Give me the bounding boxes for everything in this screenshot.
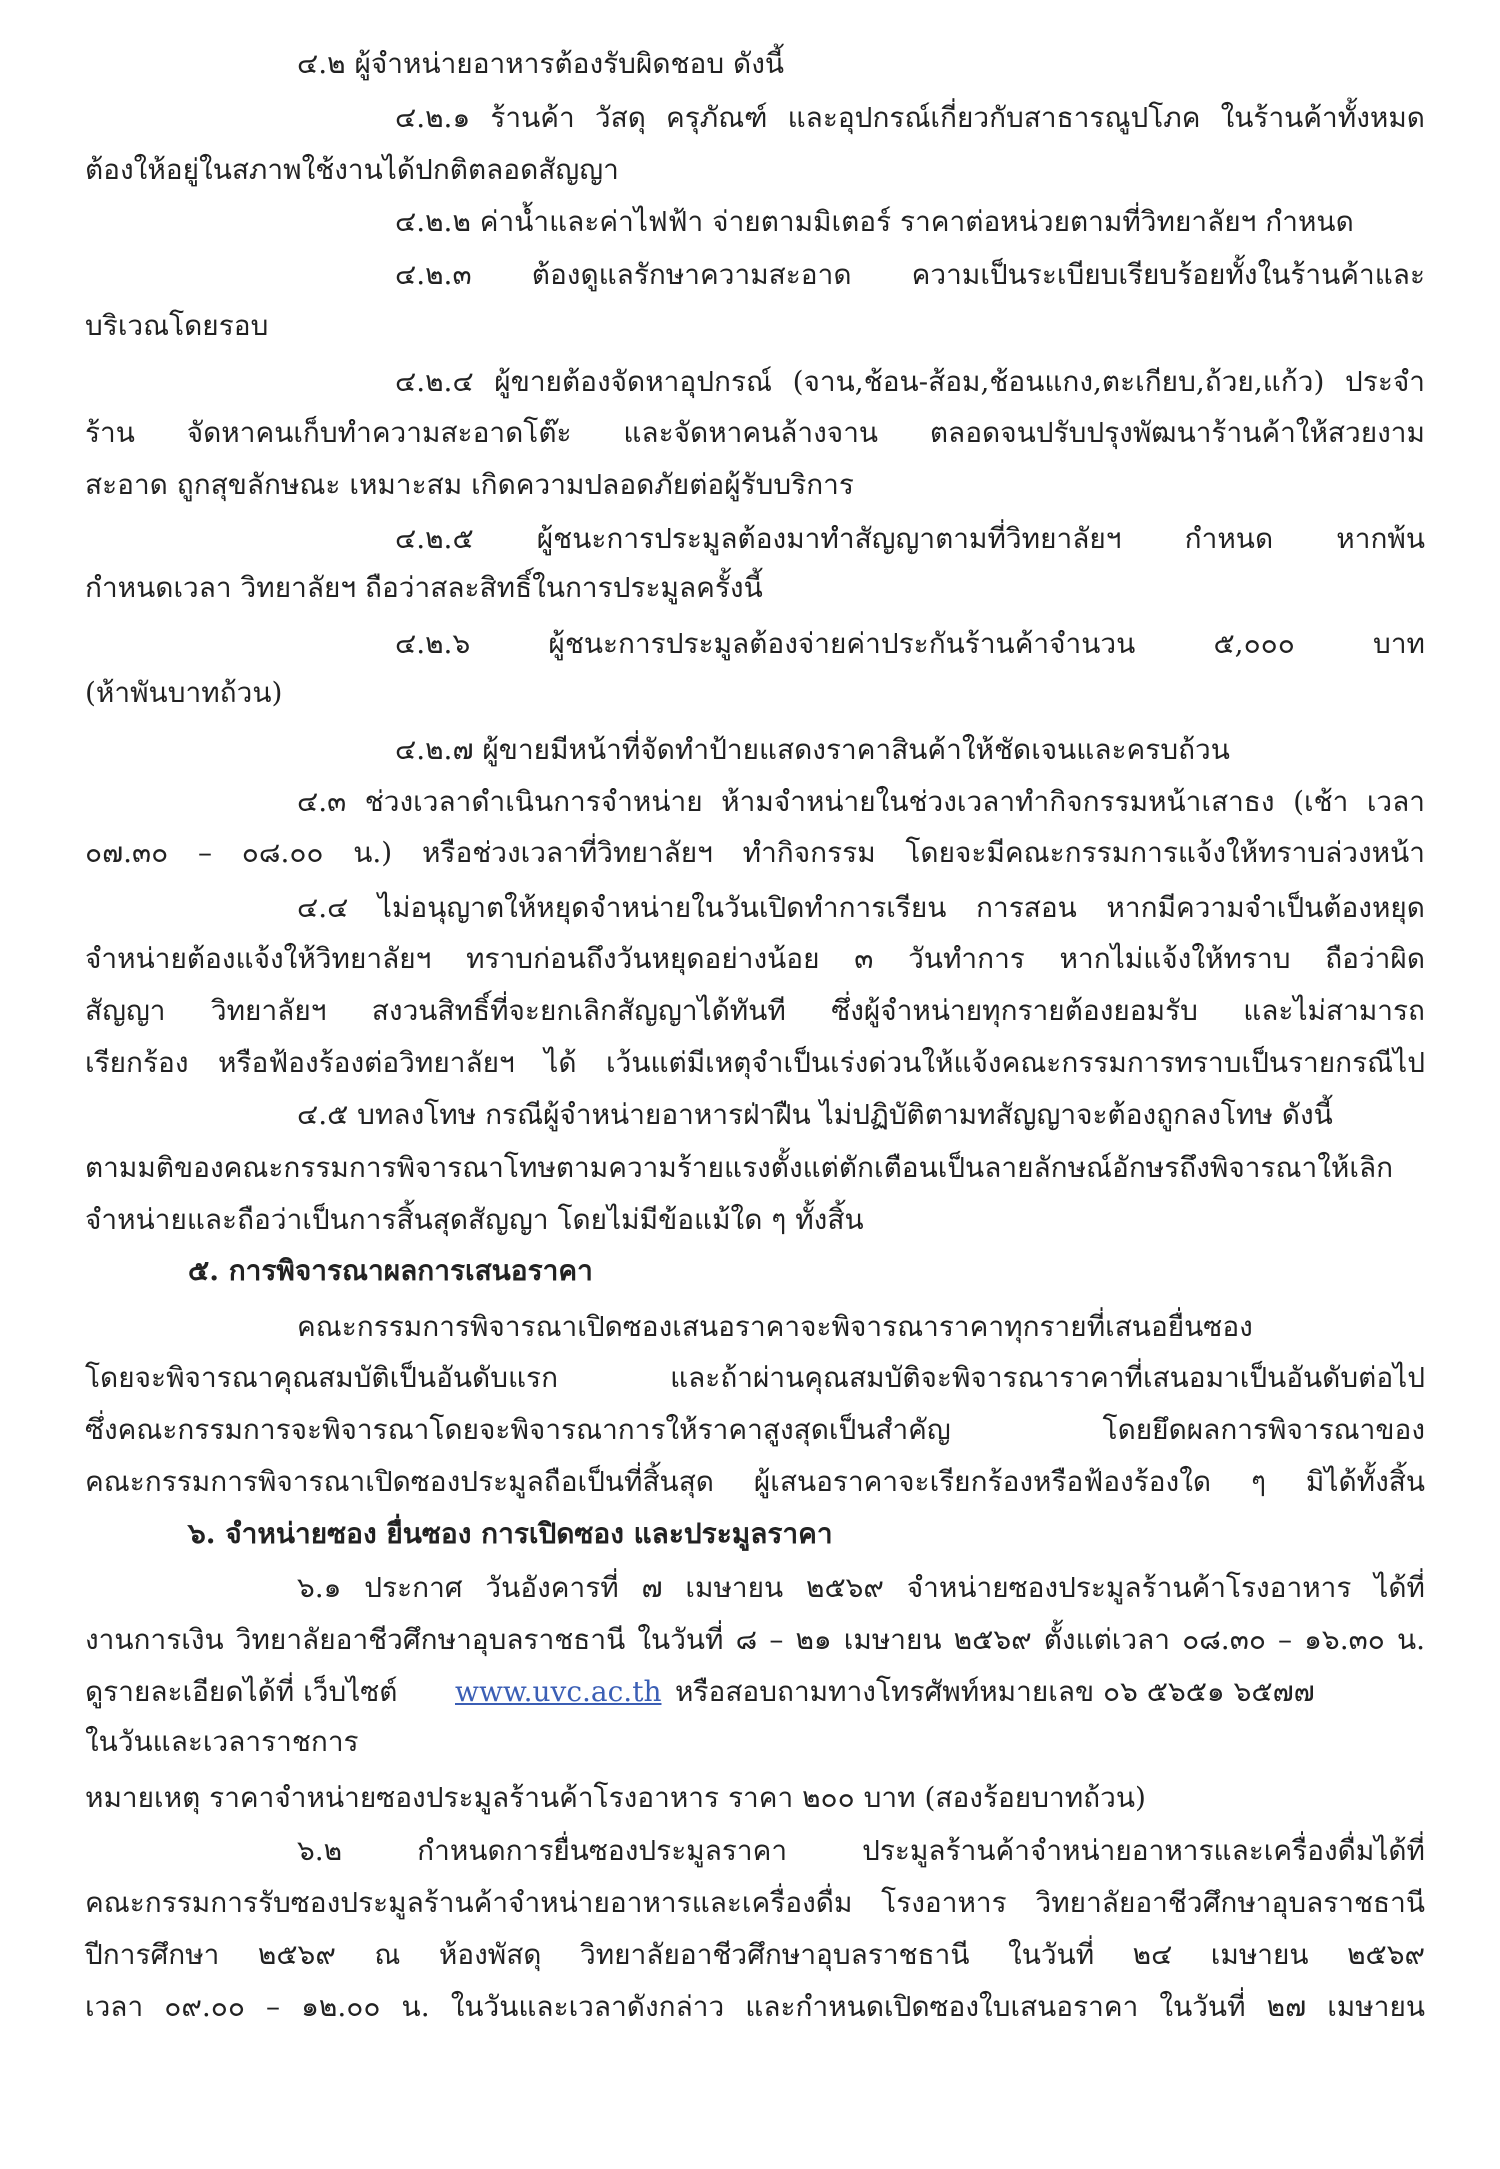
clause-4-2-5-cont: กำหนดเวลา วิทยาลัยฯ ถือว่าสละสิทธิ์ในการประมูลครั้งนี้ xyxy=(85,571,763,604)
clause-4-2-4: ๔.๒.๔ ผู้ขายต้องจัดหาอุปกรณ์ (จาน,ช้อน-ส้อม,ช้อนแกง,ตะเกียบ,ถ้วย,แก้ว) ประจำ xyxy=(395,365,1425,398)
clause-4-4-cont-3: เรียกร้อง หรือฟ้องร้องต่อวิทยาลัยฯ ได้ เว้นแต่มีเหตุจำเป็นเร่งด่วนให้แจ้งคณะกรรมการทราบเป็นรายกรณีไป xyxy=(85,1046,1425,1079)
section-5-para-4: คณะกรรมการพิจารณาเปิดซองประมูลถือเป็นที่สิ้นสุด ผู้เสนอราคาจะเรียกร้องหรือฟ้องร้องใด ๆ มิได้ทั้งสิ้น xyxy=(85,1465,1425,1498)
section-5-heading: ๕. การพิจารณาผลการเสนอราคา xyxy=(188,1254,593,1287)
clause-4-3: ๔.๓ ช่วงเวลาดำเนินการจำหน่าย ห้ามจำหน่ายในช่วงเวลาทำกิจกรรมหน้าเสาธง (เช้า เวลา xyxy=(297,785,1425,818)
clause-4-2-4-cont-2: สะอาด ถูกสุขลักษณะ เหมาะสม เกิดความปลอดภัยต่อผู้รับบริการ xyxy=(85,468,854,501)
clause-4-2-6-cont: (ห้าพันบาทถ้วน) xyxy=(85,676,283,709)
clause-4-2-4-cont-1: ร้าน จัดหาคนเก็บทำความสะอาดโต๊ะ และจัดหาคนล้างจาน ตลอดจนปรับปรุงพัฒนาร้านค้าให้สวยงาม xyxy=(85,416,1425,449)
clause-4-2: ๔.๒ ผู้จำหน่ายอาหารต้องรับผิดชอบ ดังนี้ xyxy=(297,47,785,80)
clause-4-2-2: ๔.๒.๒ ค่าน้ำและค่าไฟฟ้า จ่ายตามมิเตอร์ ราคาต่อหน่วยตามที่วิทยาลัยฯ กำหนด xyxy=(395,205,1354,238)
website-link[interactable]: www.uvc.ac.th xyxy=(455,1675,662,1708)
section-6-heading: ๖. จำหน่ายซอง ยื่นซอง การเปิดซอง และประมูลราคา xyxy=(188,1517,833,1550)
note-envelope-price: หมายเหตุ ราคาจำหน่ายซองประมูลร้านค้าโรงอาหาร ราคา ๒๐๐ บาท (สองร้อยบาทถ้วน) xyxy=(85,1781,1146,1814)
clause-4-2-6: ๔.๒.๖ ผู้ชนะการประมูลต้องจ่ายค่าประกันร้านค้าจำนวน ๕,๐๐๐ บาท xyxy=(395,627,1425,660)
clause-4-3-cont: ๐๗.๓๐ – ๐๘.๐๐ น.) หรือช่วงเวลาที่วิทยาลัยฯ ทำกิจกรรม โดยจะมีคณะกรรมการแจ้งให้ทราบล่วงหน้า xyxy=(85,836,1425,869)
clause-4-2-7: ๔.๒.๗ ผู้ขายมีหน้าที่จัดทำป้ายแสดงราคาสินค้าให้ชัดเจนและครบถ้วน xyxy=(395,733,1230,766)
clause-4-2-3-cont: บริเวณโดยรอบ xyxy=(85,309,269,342)
clause-4-2-3: ๔.๒.๓ ต้องดูแลรักษาความสะอาด ความเป็นระเบียบเรียบร้อยทั้งในร้านค้าและ xyxy=(395,258,1425,291)
section-5-para-3: ซึ่งคณะกรรมการจะพิจารณาโดยจะพิจารณาการให้ราคาสูงสุดเป็นสำคัญ โดยยึดผลการพิจารณาของ xyxy=(85,1413,1425,1446)
section-5-para-2: โดยจะพิจารณาคุณสมบัติเป็นอันดับแรก และถ้าผ่านคุณสมบัติจะพิจารณาราคาที่เสนอมาเป็นอันดับต่อไป xyxy=(85,1361,1425,1394)
clause-4-2-1-cont: ต้องให้อยู่ในสภาพใช้งานได้ปกติตลอดสัญญา xyxy=(85,153,619,186)
clause-4-2-5: ๔.๒.๕ ผู้ชนะการประมูลต้องมาทำสัญญาตามที่วิทยาลัยฯ กำหนด หากพ้น xyxy=(395,522,1425,555)
clause-4-5-cont-1: ตามมติของคณะกรรมการพิจารณาโทษตามความร้ายแรงตั้งแต่ตักเตือนเป็นลายลักษณ์อักษรถึงพิจารณาให้เลิก xyxy=(85,1151,1394,1184)
clause-4-2-1: ๔.๒.๑ ร้านค้า วัสดุ ครุภัณฑ์ และอุปกรณ์เกี่ยวกับสาธารณูปโภค ในร้านค้าทั้งหมด xyxy=(395,101,1425,134)
section-5-para-1: คณะกรรมการพิจารณาเปิดซองเสนอราคาจะพิจารณาราคาทุกรายที่เสนอยื่นซอง xyxy=(297,1310,1253,1343)
clause-4-4-cont-2: สัญญา วิทยาลัยฯ สงวนสิทธิ์ที่จะยกเลิกสัญญาได้ทันที ซึ่งผู้จำหน่ายทุกรายต้องยอมรับ และไม่สามารถ xyxy=(85,994,1425,1027)
clause-4-4: ๔.๔ ไม่อนุญาตให้หยุดจำหน่ายในวันเปิดทำการเรียน การสอน หากมีความจำเป็นต้องหยุด xyxy=(297,891,1425,924)
clause-4-4-cont-1: จำหน่ายต้องแจ้งให้วิทยาลัยฯ ทราบก่อนถึงวันหยุดอย่างน้อย ๓ วันทำการ หากไม่แจ้งให้ทราบ ถือว่าผิด xyxy=(85,942,1425,975)
clause-4-5-cont-2: จำหน่ายและถือว่าเป็นการสิ้นสุดสัญญา โดยไม่มีข้อแม้ใด ๆ ทั้งสิ้น xyxy=(85,1203,864,1236)
clause-6-1-cont-1: งานการเงิน วิทยาลัยอาชีวศึกษาอุบลราชธานี ในวันที่ ๘ – ๒๑ เมษายน ๒๕๖๙ ตั้งแต่เวลา ๐๘.๓๐ – ๑๖.๓๐ น. xyxy=(85,1623,1425,1656)
clause-6-2-cont-1: คณะกรรมการรับซองประมูลร้านค้าจำหน่ายอาหารและเครื่องดื่ม โรงอาหาร วิทยาลัยอาชีวศึกษาอุบลราชธานี xyxy=(85,1886,1425,1919)
clause-6-2-cont-3: เวลา ๐๙.๐๐ – ๑๒.๐๐ น. ในวันและเวลาดังกล่าว และกำหนดเปิดซองใบเสนอราคา ในวันที่ ๒๗ เมษายน xyxy=(85,1990,1425,2023)
clause-6-2: ๖.๒ กำหนดการยื่นซองประมูลราคา ประมูลร้านค้าจำหน่ายอาหารและเครื่องดื่มได้ที่ xyxy=(297,1834,1425,1867)
clause-6-1: ๖.๑ ประกาศ วันอังคารที่ ๗ เมษายน ๒๕๖๙ จำหน่ายซองประมูลร้านค้าโรงอาหาร ได้ที่ xyxy=(297,1571,1425,1604)
clause-4-5: ๔.๕ บทลงโทษ กรณีผู้จำหน่ายอาหารฝ่าฝืน ไม่ปฏิบัติตามทสัญญาจะต้องถูกลงโทษ ดังนี้ xyxy=(297,1098,1333,1131)
clause-6-1-phone: หรือสอบถามทางโทรศัพท์หมายเลข ๐๖ ๕๖๕๑ ๖๕๗๗ xyxy=(675,1675,1315,1708)
clause-6-2-cont-2: ปีการศึกษา ๒๕๖๙ ณ ห้องพัสดุ วิทยาลัยอาชีวศึกษาอุบลราชธานี ในวันที่ ๒๔ เมษายน ๒๕๖๙ xyxy=(85,1938,1425,1971)
clause-6-1-website-label: ดูรายละเอียดได้ที่ เว็บไซต์ xyxy=(85,1675,398,1708)
clause-6-1-office-hours: ในวันและเวลาราชการ xyxy=(85,1725,359,1758)
